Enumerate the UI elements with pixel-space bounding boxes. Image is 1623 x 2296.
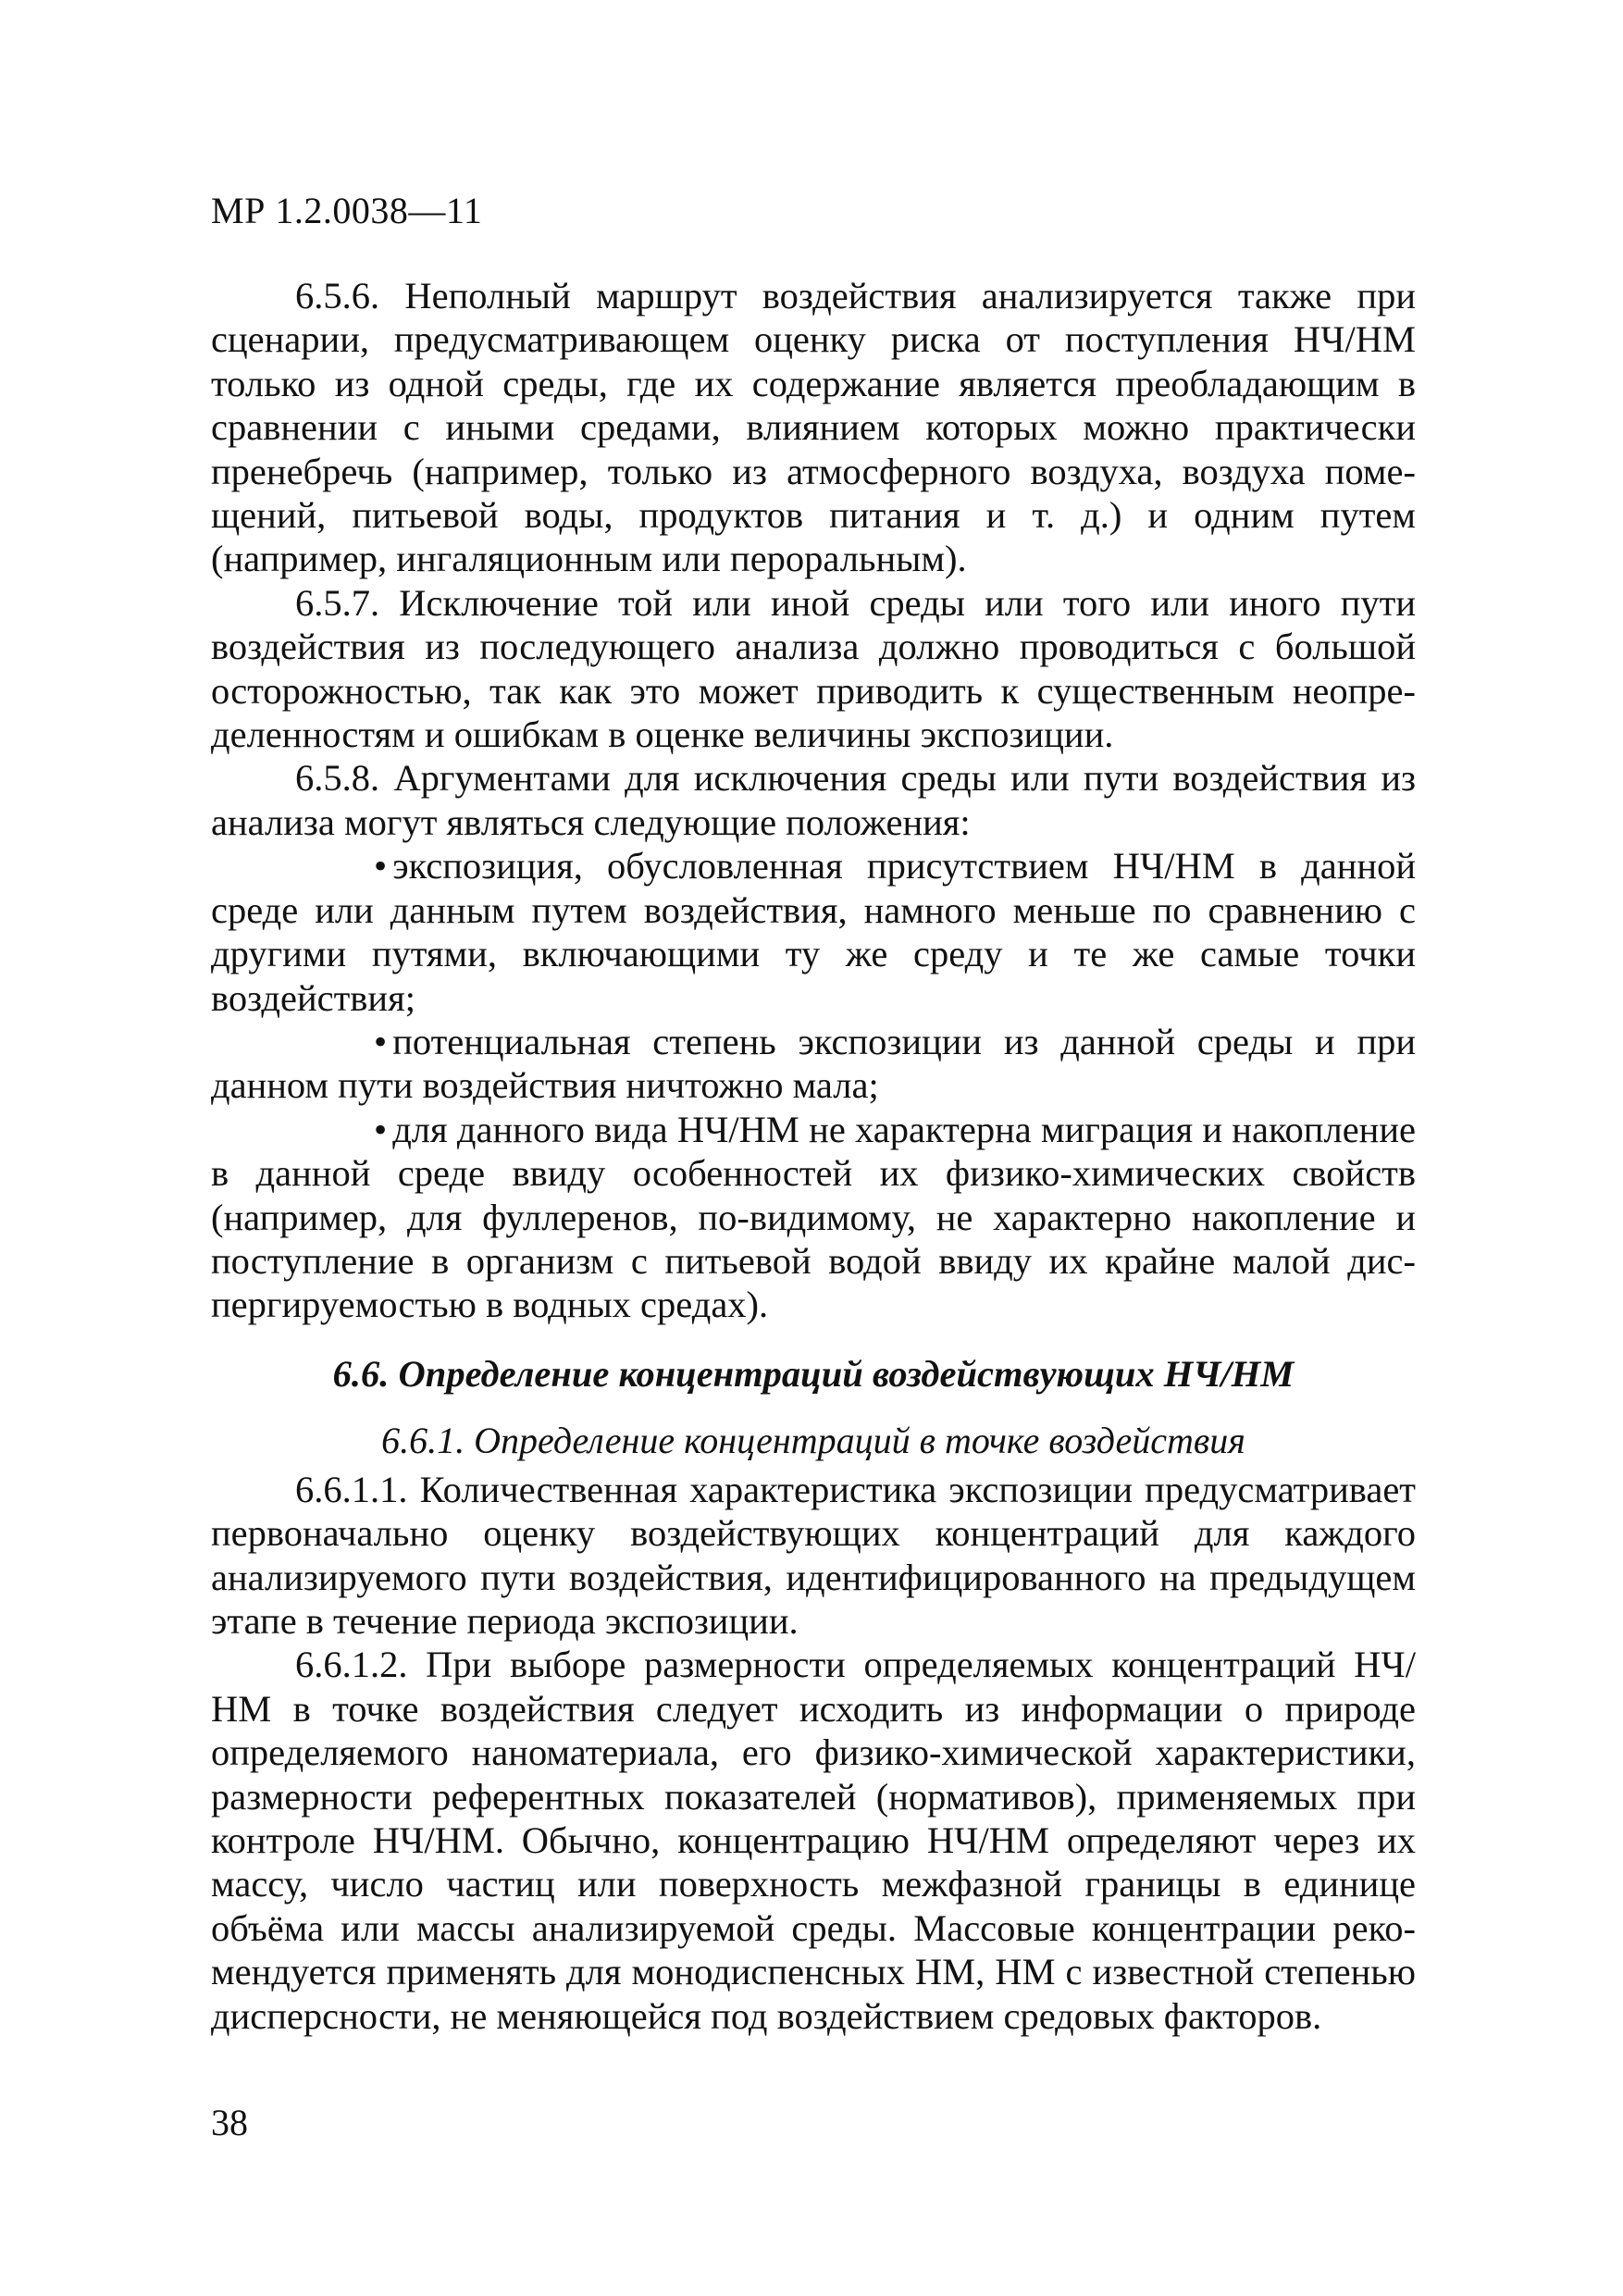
paragraph-6-6-1-2: 6.6.1.2. При выборе размерности определяемых концентраций НЧ/НМ в точке воздействия следует исходить из информации о природе определяемого наноматериала, его физико-химической характеристики, размерности референтных показателей (нормативов), применяемых при контроле НЧ/НМ. Обычно, концентрацию НЧ/НМ определяют через их массу, число частиц или поверхность межфазной границы в единице объёма или массы анализируемой среды. Массовые концентрации рекомендуется применять для монодиспенсных НМ, НМ с известной степенью дисперсности, не меняющейся под воздействием средовых факторов.: [211, 1644, 1416, 2037]
bullet-icon: •: [374, 1108, 388, 1150]
bullet-icon: •: [374, 845, 388, 887]
list-item: [211, 844, 1416, 1020]
paragraph-6-5-6: 6.5.6. Неполный маршрут воздействия анализируется также при сценарии, предусматривающем оценку риска от поступления НЧ/НМ только из одной среды, где их содержание является преобладающим в сравнении с иными средами, влиянием которых можно практически пренебречь (например, только из атмосферного воздуха, воздуха помещений, питьевой воды, продуктов питания и т. д.) и одним путем (например, ингаляционным или пероральным).: [211, 275, 1416, 580]
list-item: [211, 1020, 1416, 1108]
paragraph-6-6-1-1: 6.6.1.1. Количественная характеристика экспозиции предусматривает первоначально оценку воздействующих концентраций для каждого анализируемого пути воздействия, идентифицированного на предыдущем этапе в течение периода экспозиции.: [211, 1468, 1416, 1642]
list-item-text: экспозиция, обусловленная присутствием НЧ/НМ в данной среде или данным путем воздействия, намного меньше по сравнению с другими путями, включающими ту же среду и те же самые точки воздействия;: [211, 845, 1416, 1019]
page-number: 38: [211, 2102, 248, 2143]
list-item-text: для данного вида НЧ/НМ не характерна миграция и накопление в данной среде ввиду особенностей их физико-химических свойств (например, для фуллеренов, по-видимому, не характерно накопление и поступление в организм с питьевой водой ввиду их крайне малой диспергируемостью в водных средах).: [211, 1108, 1416, 1326]
section-heading: 6.6. Определение концентраций воздействующих НЧ/НМ: [332, 1352, 1295, 1395]
bullet-icon: •: [374, 1020, 388, 1062]
subsection-heading: 6.6.1. Определение концентраций в точке воздействия: [381, 1419, 1245, 1461]
document-code: МР 1.2.0038—11: [211, 190, 483, 231]
list-item: [211, 1108, 1416, 1327]
paragraph-6-5-7: 6.5.7. Исключение той или иной среды или того или иного пути воздействия из последующего анализа должно проводиться с большой осторожностью, так как это может приводить к существенным неопределенностям и ошибкам в оценке величины экспозиции.: [211, 581, 1416, 756]
paragraph-6-5-8: 6.5.8. Аргументами для исключения среды или пути воздействия из анализа могут являться следующие положения:: [211, 757, 1416, 843]
page-body: [211, 274, 1416, 2038]
list-item-text: потенциальная степень экспозиции из данной среды и при данном пути воздействия ничтожно мала;: [211, 1020, 1416, 1107]
